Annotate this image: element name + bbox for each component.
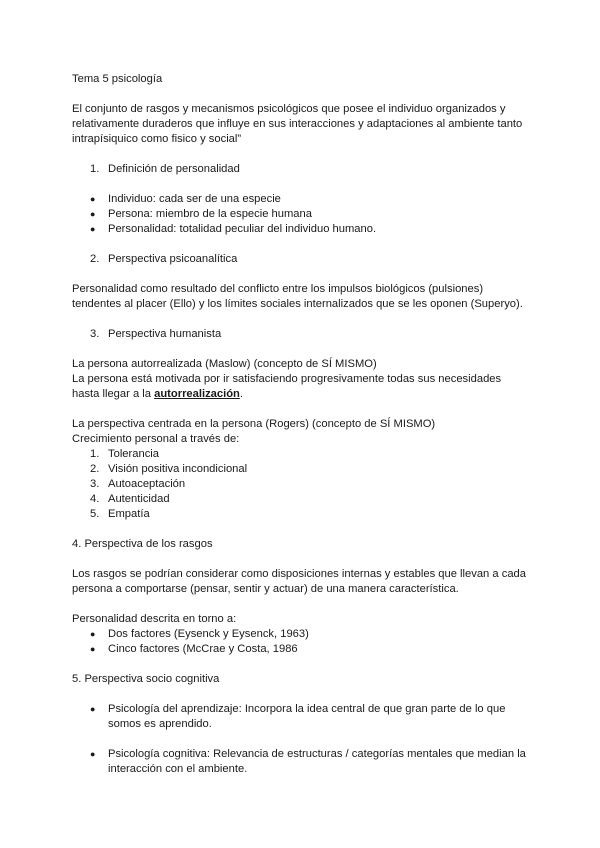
section-2-heading	[90, 252, 237, 267]
section-4-heading: 4. Perspectiva de los rasgos	[72, 538, 213, 550]
maslow-line-2: La persona está motivada por ir satisfaciendo progresivamente todas sus necesidades	[72, 373, 502, 385]
list-number: 3.	[90, 328, 100, 340]
bullet-icon: ●	[90, 749, 96, 759]
heading-text: Definición de personalidad	[108, 163, 240, 175]
intro-line-1: El conjunto de rasgos y mecanismos psicológicos que posee el individuo organizados y	[72, 103, 506, 115]
heading-text: Perspectiva humanista	[108, 328, 222, 340]
bullet-icon: ●	[90, 644, 96, 654]
list-item: ● Personalidad: totalidad peculiar del individuo humano.	[90, 223, 377, 235]
list-item: ● Psicología del aprendizaje: Incorpora la idea central de que gran parte de lo que	[90, 703, 506, 715]
list-item: 5. Empatía	[90, 508, 150, 520]
intro-line-2: relativamente duraderos que influye en sus interacciones y adaptaciones al ambiente tanto	[72, 118, 523, 130]
rogers-line-2: Crecimiento personal a través de:	[72, 433, 240, 445]
bullet-icon: ●	[90, 704, 96, 714]
section-3-heading	[90, 327, 221, 342]
list-item: ● Psicología cognitiva: Relevancia de estructuras / categorías mentales que median la	[90, 748, 526, 760]
maslow-line-3: hasta llegar a la autorrealización.	[72, 388, 243, 400]
section-1-heading	[90, 162, 240, 177]
list-number: 5.	[90, 508, 100, 520]
list-item: 1. Tolerancia	[90, 448, 159, 460]
document-title: Tema 5 psicología	[72, 73, 163, 85]
list-item: ● Individuo: cada ser de una especie	[90, 193, 281, 205]
bullet-icon: ●	[90, 224, 96, 234]
list-item: 4. Autenticidad	[90, 493, 170, 505]
list-number: 1.	[90, 163, 100, 175]
list-item: ● Dos factores (Eysenck y Eysenck, 1963)	[90, 628, 309, 640]
list-item: 3. Autoaceptación	[90, 478, 186, 490]
list-number: 3.	[90, 478, 100, 490]
bullet-icon: ●	[90, 209, 96, 219]
heading-text: Perspectiva psicoanalítica	[108, 253, 238, 265]
rogers-line-1: La perspectiva centrada en la persona (Rogers) (concepto de SÍ MISMO)	[72, 418, 436, 430]
bullet-icon: ●	[90, 629, 96, 639]
list-number: 2.	[90, 253, 100, 265]
maslow-line-1: La persona autorrealizada (Maslow) (concepto de SÍ MISMO)	[72, 358, 377, 370]
s4-intro: Personalidad descrita en torno a:	[72, 613, 237, 625]
s2-text-line-1: Personalidad como resultado del conflicto entre los impulsos biológicos (pulsiones)	[72, 283, 484, 295]
list-item: ● Cinco factores (McCrae y Costa, 1986	[90, 643, 298, 655]
list-number: 1.	[90, 448, 100, 460]
intro-line-3: intrapísiquico como fisico y social”	[72, 133, 242, 145]
s4-text-line-2: persona a comportarse (pensar, sentir y actuar) de una manera característica.	[72, 583, 459, 595]
bullet-icon: ●	[90, 194, 96, 204]
s2-text-line-2: tendentes al placer (Ello) y los límites sociales internalizados que se les oponen (Superyo).	[72, 298, 523, 310]
section-5-heading: 5. Perspectiva socio cognitiva	[72, 673, 220, 685]
list-item: 2. Visión positiva incondicional	[90, 463, 248, 475]
list-item: ● Persona: miembro de la especie humana	[90, 208, 312, 220]
list-item-continuation: somos es aprendido.	[108, 718, 212, 730]
list-item-continuation: interacción con el ambiente.	[108, 763, 248, 775]
s4-text-line-1: Los rasgos se podrían considerar como disposiciones internas y estables que llevan a cada	[72, 568, 526, 580]
list-number: 4.	[90, 493, 100, 505]
highlighted-term: autorrealización	[154, 388, 240, 400]
list-number: 2.	[90, 463, 100, 475]
